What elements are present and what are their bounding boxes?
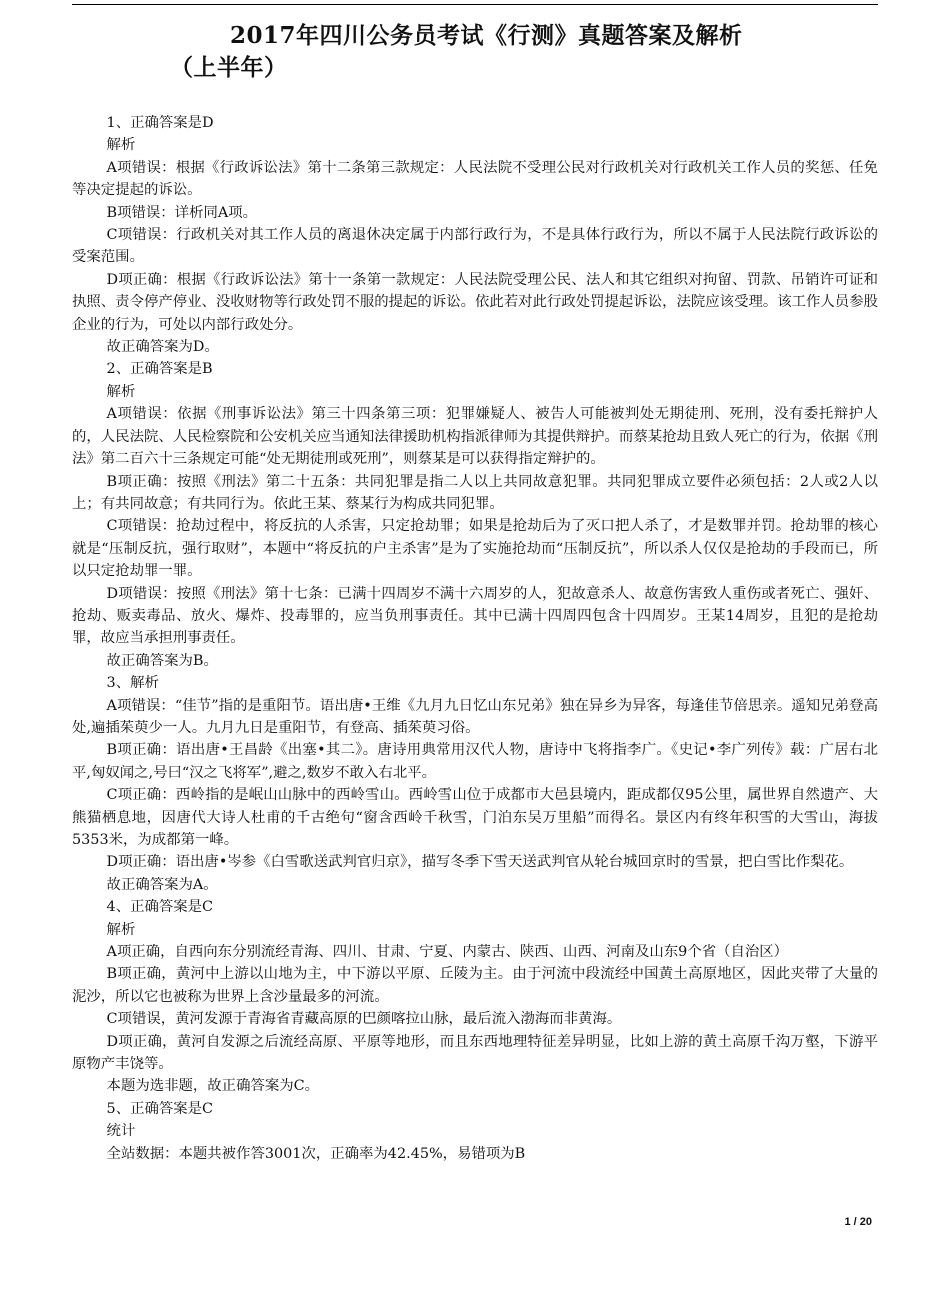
paragraph: 解析 (106, 921, 136, 938)
paragraph: 解析 (106, 383, 136, 400)
paragraph: 1、正确答案是D (106, 115, 214, 131)
paragraph: 解析 (106, 137, 136, 154)
paragraph: 故正确答案为B。 (106, 652, 218, 669)
paragraph: 2、正确答案是B (106, 361, 213, 378)
paragraph: C项错误：抢劫过程中，将反抗的人杀害，只定抢劫罪；如果是抢劫后为了灭口把人杀了，才是数罪并罚。抢劫罪的核心就是“压制反抗，强行取财”，本题中“将反抗的户主杀害”是为了实施抢劫而“压制反抗”，所以杀人仅仅是抢劫的手段而已，所以只定抢劫罪一罪。 (72, 518, 878, 580)
paragraph: 统计 (106, 1123, 136, 1140)
paragraph: 3、解析 (106, 675, 159, 692)
paragraph: 5、正确答案是C (106, 1100, 214, 1117)
paragraph: 故正确答案为A。 (106, 876, 218, 893)
paragraph: A项错误：依据《刑事诉讼法》第三十四条第三项：犯罪嫌疑人、被告人可能被判处无期徒刑、死刑，没有委托辩护人的，人民法院、人民检察院和公安机关应当通知法律援助机构指派律师为其提供辩护。而蔡某抢劫且致人死亡的行为，依据《刑法》第二百六十三条规定可能“处无期徒刑或死刑”，则蔡某是可以获得指定辩护的。 (72, 406, 878, 468)
paragraph: D项正确：根据《行政诉讼法》第十一条第一款规定：人民法院受理公民、法人和其它组织对拘留、罚款、吊销许可证和执照、责令停产停业、没收财物等行政处罚不服的提起的诉讼。依此若对此行政处罚提起诉讼，法院应该受理。该工作人员参股企业的行为，可处以内部行政处分。 (72, 271, 878, 333)
paragraph: D项正确：语出唐•岑参《白雪歌送武判官归京》，描写冬季下雪天送武判官从轮台城回京时的雪景，把白雪比作梨花。 (106, 854, 854, 871)
paragraph: C项错误：行政机关对其工作人员的离退休决定属于内部行政行为，不是具体行政行为，所以不属于人民法院行政诉讼的受案范围。 (72, 227, 878, 266)
paragraph: 本题为选非题，故正确答案为C。 (106, 1078, 320, 1095)
title-line-1: 2017年四川公务员考试《行测》真题答案及解析 (230, 22, 743, 49)
paragraph: C项错误，黄河发源于青海省青藏高原的巴颜喀拉山脉，最后流入渤海而非黄海。 (106, 1011, 622, 1028)
paragraph: B项正确：语出唐•王昌龄《出塞•其二》。唐诗用典常用汉代人物，唐诗中飞将指李广。《史记•李广列传》载：广居右北平,匈奴闻之,号曰“汉之飞将军”,避之,数岁不敢入右北平。 (72, 742, 878, 781)
document-body (72, 112, 878, 1165)
header-rule (72, 4, 878, 5)
paragraph: B项正确：按照《刑法》第二十五条：共同犯罪是指二人以上共同故意犯罪。共同犯罪成立要件必须包括：2人或2人以上；有共同故意；有共同行为。依此王某、蔡某行为构成共同犯罪。 (72, 473, 878, 512)
document-title (0, 20, 950, 84)
paragraph: 4、正确答案是C (106, 899, 214, 916)
paragraph: 全站数据：本题共被作答3001次，正确率为42.45%，易错项为B (106, 1145, 526, 1162)
paragraph: D项错误：按照《刑法》第十七条：已满十四周岁不满十六周岁的人，犯故意杀人、故意伤害致人重伤或者死亡、强奸、抢劫、贩卖毒品、放火、爆炸、投毒罪的，应当负刑事责任。其中已满十四周四包含十四周岁。王某14周岁，且犯的是抢劫罪，故应当承担刑事责任。 (72, 585, 878, 647)
paragraph: A项错误：“佳节”指的是重阳节。语出唐•王维《九月九日忆山东兄弟》独在异乡为异客，每逢佳节倍思亲。遥知兄弟登高处,遍插茱萸少一人。九月九日是重阳节，有登高、插茱萸习俗。 (72, 697, 878, 736)
paragraph: A项错误：根据《行政诉讼法》第十二条第三款规定：人民法院不受理公民对行政机关对行政机关工作人员的奖惩、任免等决定提起的诉讼。 (72, 159, 878, 199)
paragraph: 故正确答案为D。 (106, 339, 219, 356)
page-number: 1 / 20 (844, 1216, 872, 1228)
paragraph: C项正确：西岭指的是岷山山脉中的西岭雪山。西岭雪山位于成都市大邑县境内，距成都仅95公里，属世界自然遗产、大熊猫栖息地，因唐代大诗人杜甫的千古绝句“窗含西岭千秋雪，门泊东吴万里船”而得名。景区内有终年积雪的大雪山，海拔5353米，为成都第一峰。 (72, 787, 878, 848)
paragraph: D项正确，黄河自发源之后流经高原、平原等地形，而且东西地理特征差异明显，比如上游的黄土高原千沟万壑，下游平原物产丰饶等。 (72, 1033, 878, 1073)
paragraph: A项正确，自西向东分别流经青海、四川、甘肃、宁夏、内蒙古、陕西、山西、河南及山东9个省（自治区） (106, 944, 789, 961)
paragraph: B项错误：详析同A项。 (106, 204, 258, 221)
title-line-2: （上半年） (170, 54, 288, 81)
paragraph: B项正确，黄河中上游以山地为主，中下游以平原、丘陵为主。由于河流中段流经中国黄土高原地区，因此夹带了大量的泥沙，所以它也被称为世界上含沙量最多的河流。 (72, 966, 878, 1005)
